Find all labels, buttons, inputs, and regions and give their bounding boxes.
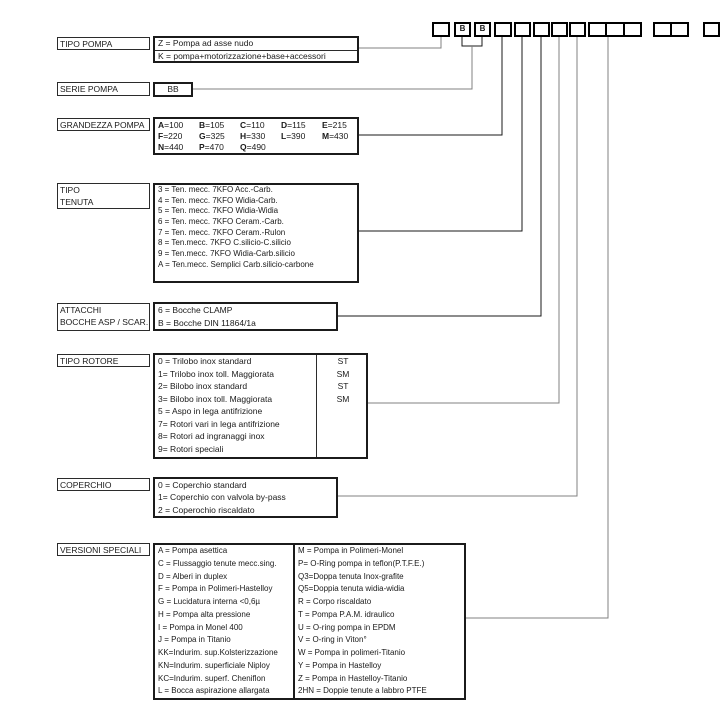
label-line: TENUTA — [60, 197, 94, 207]
size-item: M=430 — [322, 131, 349, 141]
box-tipo-tenuta — [153, 183, 359, 283]
box-attacchi — [153, 302, 338, 331]
box-versioni-col2 — [293, 543, 466, 700]
label-coperchio: COPERCHIO — [57, 478, 150, 491]
list-item: A = Ten.mecc. Semplici Carb.silicio-carbone — [158, 259, 314, 269]
list-item: U = O-ring pompa in EPDM — [298, 622, 396, 632]
list-item: 8= Rotori ad ingranaggi inox — [158, 431, 265, 441]
list-item: T = Pompa P.A.M. idraulico — [298, 609, 395, 619]
list-item: 5 = Ten. mecc. 7KFO Widia-Widia — [158, 206, 279, 216]
code-cell-versioni-3 — [623, 24, 640, 35]
rotore-tag — [317, 418, 366, 431]
size-item: C=110 — [240, 120, 265, 130]
list-item: 1= Trilobo inox toll. Maggiorata — [158, 368, 274, 379]
list-item: D = Alberi in duplex — [158, 571, 228, 581]
rotore-tag — [317, 443, 366, 456]
list-item: H = Pompa alta pressione — [158, 609, 251, 619]
list-item: 3 = Ten. mecc. 7KFO Acc.-Carb. — [158, 185, 273, 194]
label-grandezza-pompa: GRANDEZZA POMPA — [57, 118, 150, 131]
label-attacchi — [57, 303, 150, 331]
box-coperchio — [153, 477, 338, 518]
list-item: R = Corpo riscaldato — [298, 597, 372, 606]
size-item: H=330 — [240, 131, 266, 141]
box-grandezza-pompa — [153, 117, 359, 155]
list-item: 5 = Aspo in lega antifrizione — [158, 406, 263, 416]
list-item: 9 = Ten.mecc. 7KFO Widia-Carb.silicio — [158, 249, 296, 259]
size-item: Q=490 — [240, 142, 266, 152]
list-item: 0 = Trilobo inox standard — [158, 356, 252, 366]
list-item: K = pompa+motorizzazione+base+accessori — [158, 50, 326, 61]
label-serie-pompa: SERIE POMPA — [57, 82, 150, 96]
code-cell-pair-1 — [655, 24, 670, 35]
list-item: W = Pompa in polimeri-Titanio — [298, 648, 406, 657]
code-cell-versioni-group — [588, 22, 642, 37]
connector-grandezza-pompa — [359, 37, 502, 135]
grandezza-row-2 — [155, 131, 357, 142]
list-item: B = Bocche DIN 11864/1a — [158, 317, 256, 328]
code-cell-versioni-2 — [605, 24, 622, 35]
list-item: G = Lucidatura interna <0,6µ — [158, 597, 261, 606]
list-item: J = Pompa in Titanio — [158, 635, 231, 645]
list-item: 6 = Bocche CLAMP — [158, 305, 233, 315]
code-cell-serie-1: B — [454, 22, 471, 37]
list-item: 9= Rotori speciali — [158, 443, 224, 454]
grandezza-row-1 — [155, 120, 357, 131]
connector-tipo-tenuta — [359, 37, 522, 231]
list-item: 7 = Ten. mecc. 7KFO Ceram.-Rulon — [158, 227, 286, 237]
list-item: M = Pompa in Polimeri-Monel — [298, 546, 404, 555]
list-item: 2HN = Doppie tenute a labbro PTFE — [298, 686, 427, 696]
code-cell-pair-2 — [670, 24, 687, 35]
list-item: KC=Indurim. superf. Cheniflon — [158, 673, 266, 683]
label-line: BOCCHE ASP / SCAR. — [60, 317, 149, 327]
list-item: 1= Coperchio con valvola by-pass — [158, 492, 286, 503]
size-item: A=100 — [158, 120, 184, 130]
list-item: 8 = Ten.mecc. 7KFO C.silicio-C.silicio — [158, 238, 291, 248]
code-cell-attacchi — [533, 22, 550, 37]
list-item: C = Flussaggio tenute mecc.sing. — [158, 558, 277, 568]
code-cell-tenuta — [514, 22, 531, 37]
rotore-descriptions — [155, 355, 316, 457]
box-versioni-col1 — [153, 543, 295, 700]
list-item: 0 = Coperchio standard — [158, 480, 247, 490]
rotore-tag: ST — [337, 356, 349, 366]
size-item: F=220 — [158, 131, 183, 141]
list-item: 2 = Coperochio riscaldato — [158, 504, 255, 515]
code-cell-serie-2: B — [474, 22, 491, 37]
box-serie-pompa: BB — [153, 82, 193, 97]
list-item: 6 = Ten. mecc. 7KFO Ceram.-Carb. — [158, 217, 284, 227]
list-item: 4 = Ten. mecc. 7KFO Widia-Carb. — [158, 195, 278, 205]
list-item: Q5=Doppia tenuta widia-widia — [298, 584, 405, 594]
list-item: KK=Indurim. sup.Kolsterizzazione — [158, 648, 278, 657]
list-item: Y = Pompa in Hastelloy — [298, 660, 382, 670]
label-tipo-tenuta — [57, 183, 150, 209]
grandezza-row-3 — [155, 142, 357, 153]
rotore-tag: ST — [337, 381, 349, 391]
rotore-tag — [317, 405, 366, 418]
box-tipo-rotore — [153, 353, 368, 459]
code-cell-rotore — [551, 22, 568, 37]
label-tipo-pompa: TIPO POMPA — [57, 37, 150, 50]
connector-attacchi — [338, 37, 541, 316]
list-item: F = Pompa in Polimeri-Hastelloy — [158, 584, 273, 594]
size-item: E=215 — [322, 120, 347, 130]
list-item: Q3=Doppa tenuta Inox-grafite — [298, 571, 404, 581]
list-item: Z = Pompa in Hastelloy-Titanio — [298, 673, 408, 683]
size-item: P=470 — [199, 142, 224, 152]
list-item: 3= Bilobo inox toll. Maggiorata — [158, 393, 273, 404]
connector-serie-join — [462, 37, 482, 46]
code-cell-pair-group — [653, 22, 689, 37]
size-item: B=105 — [199, 120, 225, 130]
code-cell-tipo-pompa — [432, 22, 450, 37]
code-cell-last — [703, 22, 720, 37]
list-item: 2= Bilobo inox standard — [158, 381, 248, 391]
size-item: L=390 — [281, 131, 306, 141]
label-tipo-rotore: TIPO ROTORE — [57, 354, 150, 367]
size-item: G=325 — [199, 131, 225, 141]
list-item: I = Pompa in Monel 400 — [158, 622, 243, 632]
label-line: TIPO — [60, 185, 80, 195]
list-item: 7= Rotori vari in lega antifrizione — [158, 418, 280, 429]
connector-tipo-rotore — [368, 37, 559, 403]
code-cell-coperchio — [569, 22, 586, 37]
list-item: P= O-Ring pompa in teflon(P.T.F.E.) — [298, 558, 425, 568]
label-line: ATTACCHI — [60, 305, 102, 315]
code-cell-grandezza — [494, 22, 512, 37]
rotore-tags — [316, 355, 366, 457]
box-tipo-pompa — [153, 36, 359, 63]
list-item: V = O-ring in Viton° — [298, 635, 367, 645]
list-item: L = Bocca aspirazione allargata — [158, 686, 270, 696]
list-item: KN=Indurim. superficiale Niploy — [158, 660, 270, 670]
connector-versioni-speciali — [466, 37, 608, 618]
list-item: A = Pompa asettica — [158, 546, 228, 555]
code-cell-versioni-1 — [590, 24, 605, 35]
size-item: D=115 — [281, 120, 306, 130]
rotore-tag — [317, 430, 366, 443]
connector-tipo-pompa — [359, 37, 441, 48]
list-item: Z = Pompa ad asse nudo — [155, 38, 357, 51]
rotore-tag: SM — [336, 368, 350, 379]
label-versioni-speciali: VERSIONI SPECIALI — [57, 543, 150, 556]
rotore-tag: SM — [336, 393, 350, 404]
connector-coperchio — [338, 37, 577, 496]
size-item: N=440 — [158, 142, 184, 152]
